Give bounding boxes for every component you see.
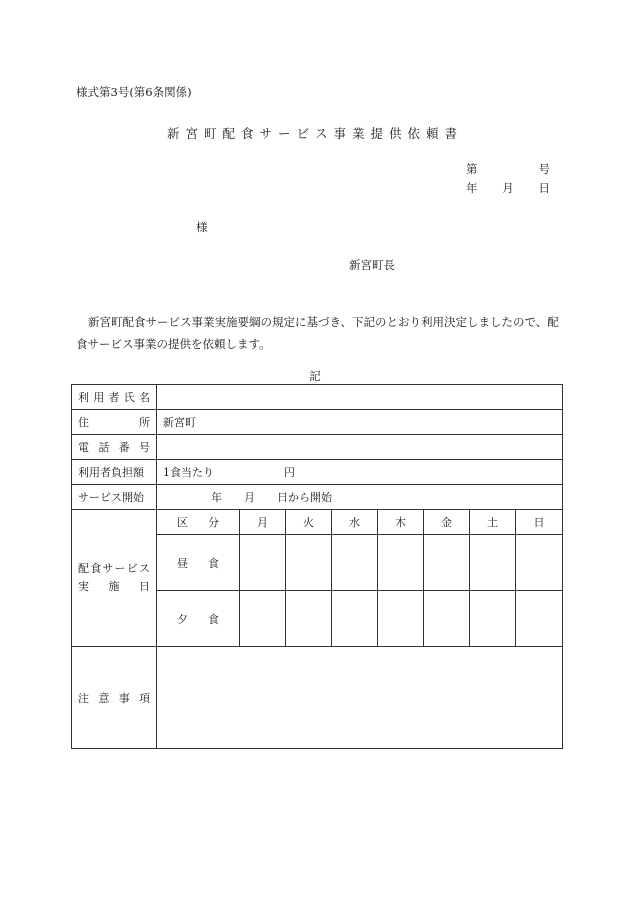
- document-number: [466, 161, 550, 177]
- lunch-fri[interactable]: [424, 535, 470, 591]
- issuer: 新宮町長: [349, 258, 395, 272]
- row-weekday-header: [72, 510, 563, 535]
- address-label: 住 所: [72, 410, 157, 435]
- row-burden: [72, 460, 563, 485]
- lunch-mon[interactable]: [240, 535, 286, 591]
- dinner-mon[interactable]: [240, 591, 286, 647]
- weekday-tue: 火: [286, 510, 332, 535]
- burden-value: 1食当たり: [163, 466, 214, 479]
- service-table: [71, 384, 563, 749]
- date-day: 日: [538, 181, 550, 195]
- weekday-wed: 水: [332, 510, 378, 535]
- date-year: 年: [466, 181, 478, 195]
- form-number: 様式第3号(第6条関係): [76, 85, 192, 99]
- row-notes: [72, 647, 563, 749]
- notes-label: 注 意 事 項: [72, 647, 157, 749]
- weekday-thu: 木: [378, 510, 424, 535]
- start-year: 年: [211, 491, 222, 504]
- lunch-sun[interactable]: [516, 535, 563, 591]
- burden-field[interactable]: [157, 460, 563, 485]
- lunch-thu[interactable]: [378, 535, 424, 591]
- document-title: 新宮町配食サービス事業提供依頼書: [166, 126, 463, 141]
- weekday-mon: 月: [240, 510, 286, 535]
- phone-label: 電 話 番 号: [72, 435, 157, 460]
- dinner-tue[interactable]: [286, 591, 332, 647]
- dinner-sun[interactable]: [516, 591, 563, 647]
- addressee: 様: [196, 220, 208, 234]
- service-days-label: 配 食 サ ー ビ ス 実 施 日: [72, 510, 157, 647]
- dinner-thu[interactable]: [378, 591, 424, 647]
- dinner-label: 夕 食: [157, 591, 240, 647]
- start-day-suffix: 日から開始: [277, 491, 332, 504]
- dinner-fri[interactable]: [424, 591, 470, 647]
- body-text: 新宮町配食サービス事業実施要綱の規定に基づき、下記のとおり利用決定しましたので、配食サービス事業の提供を依頼します。: [76, 315, 559, 351]
- weekday-sat: 土: [470, 510, 516, 535]
- burden-label: 利用者負担額: [72, 460, 157, 485]
- ki-heading: 記: [309, 369, 321, 383]
- start-label: サービス開始: [72, 485, 157, 510]
- address-field[interactable]: 新宮町: [157, 410, 563, 435]
- lunch-tue[interactable]: [286, 535, 332, 591]
- notes-field[interactable]: [157, 647, 563, 749]
- lunch-sat[interactable]: [470, 535, 516, 591]
- phone-field[interactable]: [157, 435, 563, 460]
- weekday-sun: 日: [516, 510, 563, 535]
- issue-date: [466, 180, 550, 196]
- row-phone: [72, 435, 563, 460]
- user-name-label: 利 用 者 氏 名: [72, 385, 157, 410]
- category-header: 区 分: [157, 510, 240, 535]
- row-start: [72, 485, 563, 510]
- lunch-wed[interactable]: [332, 535, 378, 591]
- number-prefix: 第: [466, 162, 478, 176]
- dinner-wed[interactable]: [332, 591, 378, 647]
- user-name-field[interactable]: [157, 385, 563, 410]
- start-field[interactable]: [157, 485, 563, 510]
- weekday-fri: 金: [424, 510, 470, 535]
- dinner-sat[interactable]: [470, 591, 516, 647]
- burden-unit: 円: [284, 466, 295, 479]
- number-suffix: 号: [538, 162, 550, 176]
- row-address: [72, 410, 563, 435]
- date-month: 月: [502, 181, 514, 195]
- row-user-name: [72, 385, 563, 410]
- lunch-label: 昼 食: [157, 535, 240, 591]
- start-month: 月: [244, 491, 255, 504]
